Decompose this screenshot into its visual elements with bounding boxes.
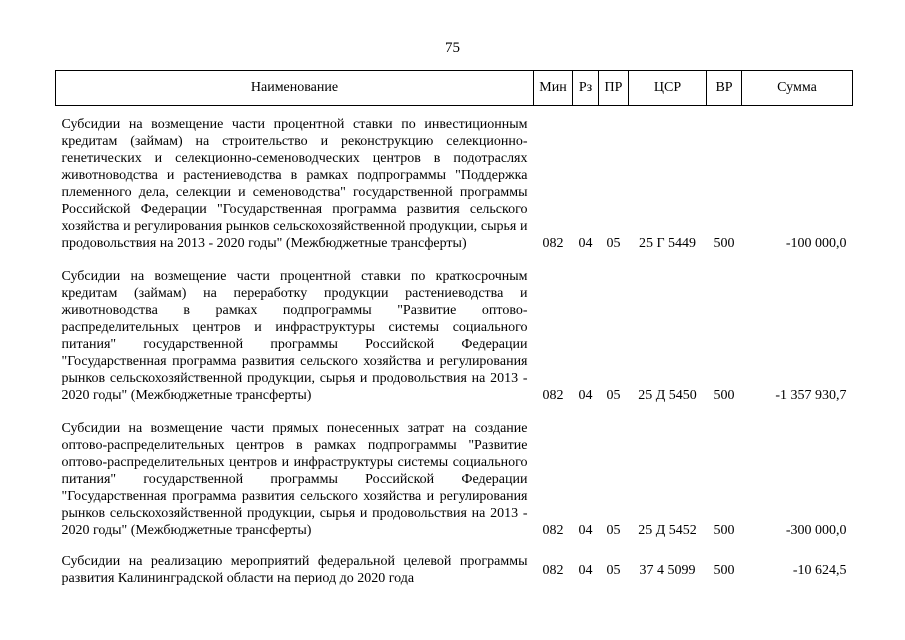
row-min: 082 <box>542 562 564 578</box>
header-csr: ЦСР <box>629 71 707 106</box>
table-row <box>56 106 853 259</box>
row-rz: 04 <box>578 562 593 578</box>
row-vr: 500 <box>713 388 735 403</box>
header-min: Мин <box>534 71 573 106</box>
row-sum: -100 000,0 <box>785 236 847 251</box>
row-rz: 04 <box>578 236 593 251</box>
header-name: Наименование <box>56 71 534 106</box>
row-name: Субсидии на возмещение части процентной ставки по инвестиционным кредитам (займам) на строительство и реконструкцию селекционно-генетических и селекционно-семеноводческих центров в подотраслях животноводства и растениеводства в рамках подпрограммы "Поддержка племенного дела, селекции и семеноводства" государственной программы Российской Федерации "Государственная программа развития сельского хозяйства и регулирования рынков сельскохозяйственной продукции, сырья и продовольствия на 2013 - 2020 годы" (Межбюджетные трансферты) <box>61 117 528 251</box>
row-sum: -10 624,5 <box>792 562 847 578</box>
row-vr: 500 <box>713 523 735 538</box>
header-pr: ПР <box>599 71 629 106</box>
row-vr: 500 <box>713 236 735 251</box>
table-row <box>56 545 853 587</box>
table-header-row <box>56 71 853 106</box>
row-min: 082 <box>542 523 564 538</box>
row-sum: -1 357 930,7 <box>775 388 847 403</box>
page-number: 75 <box>445 40 460 56</box>
row-name: Субсидии на реализацию мероприятий федеральной целевой программы развития Калининградской области на период до 2020 года <box>61 554 528 586</box>
row-name: Субсидии на возмещение части прямых понесенных затрат на создание оптово-распределительных центров в рамках подпрограммы "Развитие оптово-распределительных центров и инфраструктуры системы социального питания" государственной программы Российской Федерации "Государственная программа развития сельского хозяйства и регулирования рынков сельскохозяйственной продукции, сырья и продовольствия на 2013 - 2020 годы" (Межбюджетные трансферты) <box>61 421 528 538</box>
row-min: 082 <box>542 236 564 251</box>
row-rz: 04 <box>578 523 593 538</box>
row-name: Субсидии на возмещение части процентной ставки по краткосрочным кредитам (займам) на переработку продукции растениеводства и животноводства в рамках подпрограммы "Развитие оптово-распределительных центров и инфраструктуры системы социального питания" государственной программы Российской Федерации "Государственная программа развития сельского хозяйства и регулирования рынков сельскохозяйственной продукции, сырья и продовольствия на 2013 - 2020 годы" (Межбюджетные трансферты) <box>61 269 528 403</box>
header-rz: Рз <box>573 71 599 106</box>
row-min: 082 <box>542 388 564 403</box>
row-vr: 500 <box>713 562 735 578</box>
row-pr: 05 <box>606 523 621 538</box>
row-csr: 37 4 5099 <box>639 562 696 578</box>
row-pr: 05 <box>606 388 621 403</box>
row-csr: 25 Г 5449 <box>638 236 697 251</box>
row-rz: 04 <box>578 388 593 403</box>
row-pr: 05 <box>606 236 621 251</box>
row-csr: 25 Д 5450 <box>638 388 697 403</box>
budget-table <box>55 70 853 587</box>
row-csr: 25 Д 5452 <box>638 523 697 538</box>
table-row <box>56 410 853 545</box>
row-sum: -300 000,0 <box>785 523 847 538</box>
header-sum: Сумма <box>742 71 853 106</box>
table-row <box>56 258 853 410</box>
row-pr: 05 <box>606 562 621 578</box>
header-vr: ВР <box>707 71 742 106</box>
